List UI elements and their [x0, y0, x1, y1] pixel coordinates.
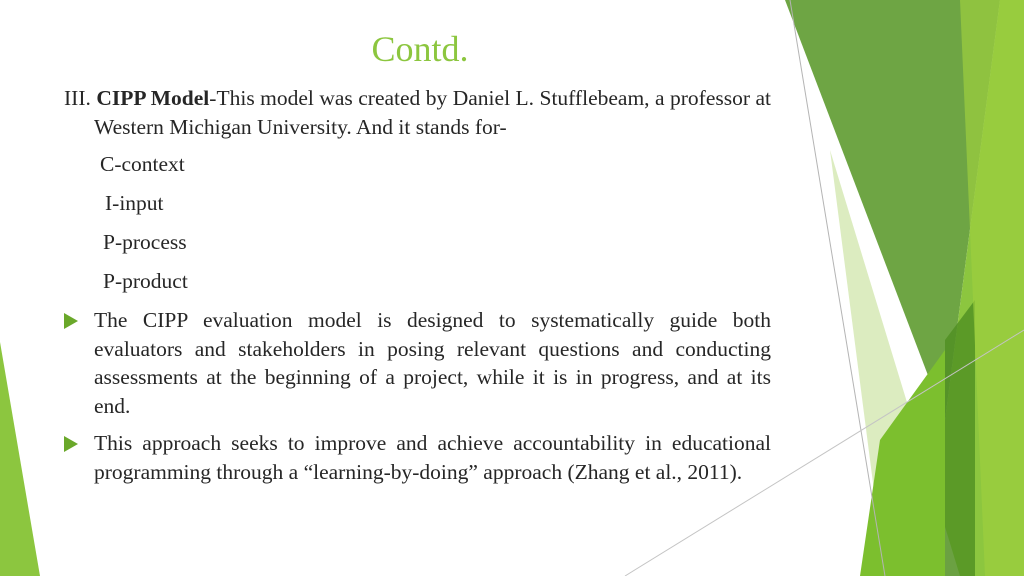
section-number: III. [64, 86, 91, 110]
acronym-item-process: P-process [103, 230, 187, 254]
decor-shape-left-sliver [0, 342, 40, 576]
triangle-right-icon [64, 313, 78, 329]
bullet-text-cipp-design: The CIPP evaluation model is designed to systematically guide both evaluators and stakeholders in posing relevant questions and conducting assessments at the beginning of a project, while it is in progress, and at its end. [94, 308, 771, 418]
acronym-item-product: P-product [103, 269, 188, 293]
intro-text: -This model was created by Daniel L. Stufflebeam, a professor at Western Michigan University. And it stands for- [94, 86, 772, 139]
decor-shape-dark-wedge [945, 300, 975, 576]
bullet-text-accountability: This approach seeks to improve and achieve accountability in educational programming through a “learning-by-doing” approach (Zhang et al., 2011). [94, 431, 771, 484]
acronym-item-input: I-input [105, 191, 164, 215]
acronym-item-context: C-context [100, 152, 185, 176]
model-name: CIPP Model [96, 86, 210, 110]
slide-title: Contd. [371, 29, 469, 69]
triangle-right-icon [64, 436, 78, 452]
intro-paragraph [64, 84, 771, 141]
